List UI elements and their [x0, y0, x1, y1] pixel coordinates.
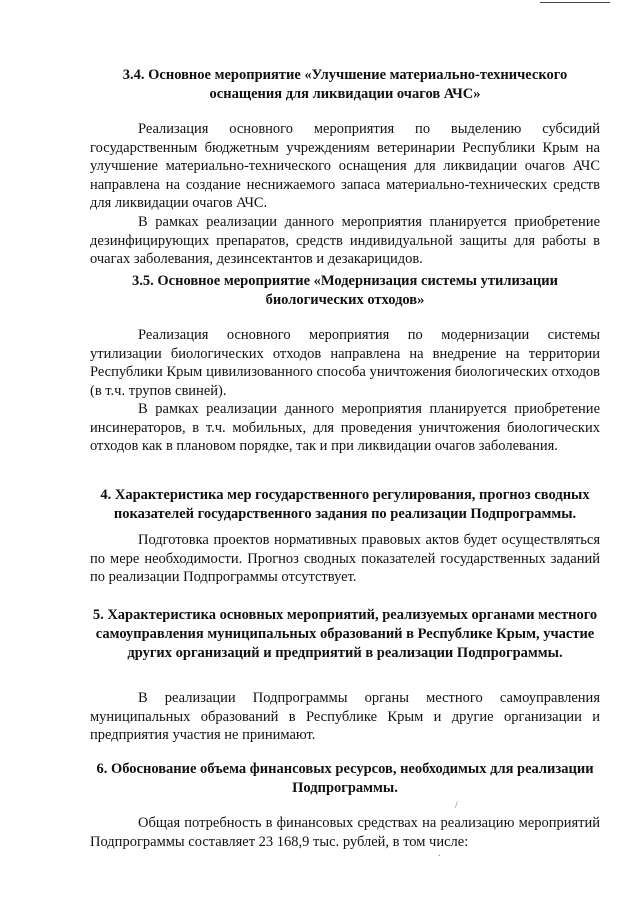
- section-4-heading: 4. Характеристика мер государственного регулирования, прогноз сводных показателей государственного задания по реализации Подпрограммы.: [100, 487, 590, 522]
- section-6-heading: 6. Обоснование объема финансовых ресурсов, необходимых для реализации Подпрограммы.: [96, 761, 594, 796]
- top-rule: [540, 2, 610, 3]
- scan-speck: .: [438, 848, 441, 859]
- section-3-5-paragraph-1: Реализация основного мероприятия по модернизации системы утилизации биологических отходов направлена на внедрение на территории Республики Крым цивилизованного способа уничтожения биологических отходов (в т.ч. трупов свиней).: [90, 327, 600, 399]
- section-3-4-heading: 3.4. Основное мероприятие «Улучшение материально-технического оснащения для ликвидации очагов АЧС»: [122, 67, 568, 102]
- section-4-paragraph-1: Подготовка проектов нормативных правовых актов будет осуществляться по мере необходимости. Прогноз сводных показателей государственных заданий по реализации Подпрограммы отсутствует.: [90, 532, 600, 585]
- section-5-paragraph-1: В реализации Подпрограммы органы местного самоуправления муниципальных образований в Республике Крым и другие организации и предприятия участия не принимают.: [90, 690, 600, 743]
- section-3-4-paragraph-1: Реализация основного мероприятия по выделению субсидий государственным бюджетным учреждениям ветеринарии Республики Крым на улучшение материально-технического оснащения для ликвидации очагов АЧС направлена на создание неснижаемого запаса материально-технических средств для ликвидации очагов АЧС.: [90, 121, 600, 211]
- section-5-heading: 5. Характеристика основных мероприятий, реализуемых органами местного самоуправления муниципальных образований в Республике Крым, участие других организаций и предприятий в реализации Подпрограммы.: [92, 607, 598, 661]
- section-3-5-heading: 3.5. Основное мероприятие «Модернизация системы утилизации биологических отходов»: [132, 273, 558, 308]
- scan-speck: /: [455, 800, 458, 811]
- section-6-paragraph-1: Общая потребность в финансовых средствах на реализацию мероприятий Подпрограммы составляет 23 168,9 тыс. рублей, в том числе:: [90, 815, 600, 850]
- section-3-4-paragraph-2: В рамках реализации данного мероприятия планируется приобретение дезинфицирующих препаратов, средств индивидуальной защиты для работы в очагах заболевания, дезинсектантов и дезакарицидов.: [90, 214, 600, 267]
- section-3-5-paragraph-2: В рамках реализации данного мероприятия планируется приобретение инсинераторов, в т.ч. мобильных, для проведения уничтожения биологических отходов как в плановом порядке, так и при ликвидации очагов заболевания.: [90, 401, 600, 454]
